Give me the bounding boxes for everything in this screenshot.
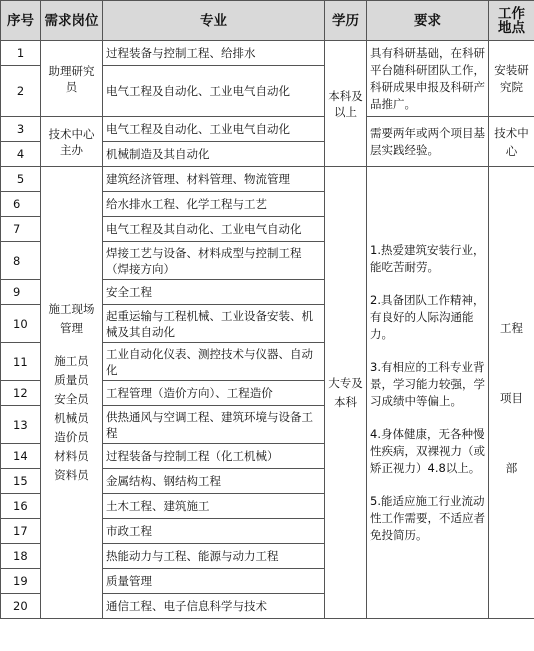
post-role: 造价员 [54,430,89,444]
req-cell: 具有科研基础，在科研平台随科研团队工作，科研成果申报及科研产品推广。 [367,41,489,117]
req-item: 4.身体健康，无各种慢性疾病，双裸视力（或矫正视力）4.8以上。 [370,426,485,475]
major-cell: 焊接工艺与设备、材料成型与控制工程（焊接方向） [103,242,325,280]
table-row [1,117,534,142]
post-cell: 技术中心主办 [41,117,103,167]
edu-cell: 本科及以上 [325,41,367,167]
seq-cell: 16 [1,494,41,519]
loc-cell: 安装研究院 [489,41,534,117]
req-item: 3.有相应的工科专业背景，学习能力较强，学习成绩中等偏上。 [370,359,485,408]
major-cell: 市政工程 [103,519,325,544]
seq-cell: 19 [1,569,41,594]
major-cell: 通信工程、电子信息科学与技术 [103,594,325,619]
table-row [1,167,534,192]
seq-cell: 12 [1,381,41,406]
major-cell: 质量管理 [103,569,325,594]
seq-cell: 8 [1,242,41,280]
header-req: 要求 [367,1,489,41]
seq-cell: 2 [1,66,41,117]
major-cell: 电气工程及自动化、工业电气自动化 [103,117,325,142]
seq-cell: 1 [1,41,41,66]
loc-cell: 技术中心 [489,117,534,167]
seq-cell: 4 [1,142,41,167]
seq-cell: 14 [1,444,41,469]
major-cell: 工程管理（造价方向）、工程造价 [103,381,325,406]
post-cell: 助理研究员 [41,41,103,117]
seq-cell: 15 [1,469,41,494]
loc-line: 项目 [500,390,523,405]
loc-line: 工程 [500,320,523,335]
major-cell: 热能动力与工程、能源与动力工程 [103,544,325,569]
major-cell: 过程装备与控制工程、给排水 [103,41,325,66]
post-role: 质量员 [54,373,89,387]
major-cell: 电气工程及自动化、工业电气自动化 [103,66,325,117]
major-cell: 过程装备与控制工程（化工机械） [103,444,325,469]
req-cell: 需要两年或两个项目基层实践经验。 [367,117,489,167]
post-role: 资料员 [54,468,89,482]
seq-cell: 7 [1,217,41,242]
seq-cell: 10 [1,305,41,343]
major-cell: 土木工程、建筑施工 [103,494,325,519]
header-seq: 序号 [1,1,41,41]
seq-cell: 17 [1,519,41,544]
req-item: 5.能适应施工行业流动性工作需要，不适应者免投简历。 [370,493,485,542]
post-role: 材料员 [54,449,89,463]
header-major: 专业 [103,1,325,41]
major-cell: 供热通风与空调工程、建筑环境与设备工程 [103,406,325,444]
post-title: 施工现场管理 [48,302,95,335]
seq-cell: 11 [1,343,41,381]
req-cell [367,167,489,619]
header-row [1,1,534,41]
major-cell: 金属结构、钢结构工程 [103,469,325,494]
major-cell: 起重运输与工程机械、工业设备安装、机械及其自动化 [103,305,325,343]
header-post: 需求岗位 [41,1,103,41]
req-item: 2.具备团队工作精神，有良好的人际沟通能力。 [370,292,485,341]
header-edu: 学历 [325,1,367,41]
loc-cell [489,167,534,619]
major-cell: 机械制造及其自动化 [103,142,325,167]
req-item: 1.热爱建筑安装行业，能吃苦耐劳。 [370,242,485,274]
seq-cell: 6 [1,192,41,217]
seq-cell: 20 [1,594,41,619]
seq-cell: 13 [1,406,41,444]
seq-cell: 5 [1,167,41,192]
header-loc: 工作地点 [489,1,534,41]
seq-cell: 18 [1,544,41,569]
post-role: 施工员 [54,354,89,368]
loc-line: 部 [505,460,518,475]
site-management-group [1,167,534,619]
major-cell: 电气工程及其自动化、工业电气自动化 [103,217,325,242]
post-role: 机械员 [54,411,89,425]
seq-cell: 3 [1,117,41,142]
seq-cell: 9 [1,280,41,305]
major-cell: 工业自动化仪表、测控技术与仪器、自动化 [103,343,325,381]
major-cell: 安全工程 [103,280,325,305]
major-cell: 建筑经济管理、材料管理、物流管理 [103,167,325,192]
major-cell: 给水排水工程、化学工程与工艺 [103,192,325,217]
post-role: 安全员 [54,392,89,406]
table-row [1,41,534,66]
post-cell [41,167,103,619]
edu-cell: 大专及本科 [325,167,367,619]
